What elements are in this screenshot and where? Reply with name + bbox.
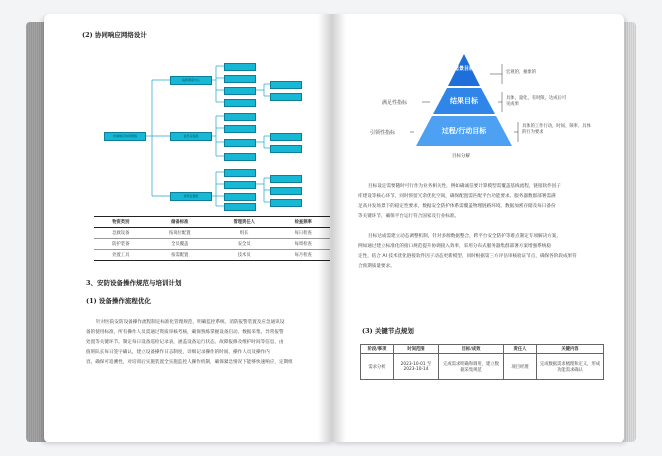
table-header-row	[94, 217, 330, 228]
table-cell: 安全员	[212, 239, 276, 250]
right-page-stack	[622, 22, 636, 442]
table-cell: 防护装备	[94, 239, 148, 250]
pyramid-left-label: 引领性指标	[370, 130, 396, 136]
paragraph-line: 备的使用标准，所有操作人员需通过资质审核考核，确保熟练掌握设备启动、数据采集、异常报警	[86, 330, 284, 335]
left-page	[44, 14, 334, 442]
table-header-cell: 储备标准	[148, 217, 212, 228]
table-cell: 需求分析	[361, 354, 394, 380]
diagram-leaf-node	[270, 199, 302, 207]
diagram-leaf-node	[270, 93, 302, 101]
pyramid-right-label: 宏观的，抽象的	[506, 70, 537, 75]
table-header-cell: 检查频率	[276, 217, 330, 228]
pyramid-right-label: 具体，量化，有时限，达成后可见成果	[506, 96, 567, 107]
table-cell: 按需配置	[148, 250, 212, 261]
table-cell: 2023-10-01 至 2023-10-14	[394, 354, 439, 380]
diagram-leaf-node	[224, 153, 256, 161]
paragraph-line: 针对医院安防设备操作流程制定标准化管理规范，明确监控系统、消防报警装置及应急通讯设	[96, 320, 285, 325]
diagram-leaf-node	[270, 81, 302, 89]
table-cell: 每日检查	[276, 228, 330, 239]
paragraph-line: 处置等关键环节。制定每日设备巡检记录表，涵盖设备运行状态、故障报修及维护时间等信息，由	[86, 340, 284, 345]
table-cell: 处置工具	[94, 250, 148, 261]
table-cell: 每月检查	[276, 250, 330, 261]
pyramid-layer-middle: 结果目标	[450, 97, 478, 105]
diagram-leaf-node	[224, 169, 256, 177]
diagram-leaf-node	[224, 125, 256, 133]
table-cell: 全员覆盖	[148, 239, 212, 250]
table-cell: 完成需求明确和调用，建立数据采集规范	[439, 354, 504, 380]
paragraph-line: 等关键环节，确保平台运行符合国家及行业标准。	[358, 214, 460, 219]
diagram-branch-node: 指挥调度中心	[170, 76, 212, 85]
table-header-cell: 物资类别	[94, 217, 148, 228]
pyramid-right-label: 具体的工作行动，时间、频率、具体的行为要求	[522, 124, 591, 135]
right-page	[332, 14, 624, 442]
diagram-branch-node: 信息采集组	[170, 132, 212, 141]
book-gutter	[318, 14, 346, 442]
pyramid-layer-top: 愿景目标	[453, 66, 474, 72]
section-title: (2) 协同响应网络设计	[82, 31, 147, 39]
subsection-heading: (1) 设备操作流程优化	[86, 297, 151, 305]
diagram-leaf-node	[270, 145, 302, 153]
table-row	[94, 239, 330, 250]
diagram-leaf-node	[224, 203, 256, 211]
table-cell: 完成数据需求梳理和定义，形成功能需求确认	[537, 354, 604, 380]
paragraph-line: 容，确保可追溯性，对培训后实施装置全实施监控人操作机制，确保紧急情况下能够快速响应，定期组	[86, 360, 293, 365]
milestone-table	[360, 344, 604, 380]
table-cell: 项目经理	[504, 354, 537, 380]
table-header-cell: 目标/成效	[439, 345, 504, 354]
pyramid-left-label: 满足性指标	[382, 100, 408, 106]
left-page-stack	[26, 22, 46, 442]
body-paragraph	[86, 318, 330, 368]
diagram-leaf-node	[224, 87, 256, 95]
table-header-cell: 关键内容	[537, 345, 604, 354]
table-row	[94, 250, 330, 261]
table-row	[94, 228, 330, 239]
diagram-leaf-node	[224, 139, 256, 147]
network-diagram	[82, 56, 322, 208]
table-cell: 技术员	[212, 250, 276, 261]
paragraph-line: 例如通过建立标准化的接口规范提升协调接入效率，采用分布式服务器集群部署方案增强系统稳	[358, 244, 551, 249]
table-cell: 组长	[212, 228, 276, 239]
goal-pyramid	[352, 50, 602, 170]
diagram-leaf-node	[270, 133, 302, 141]
diagram-leaf-node	[224, 75, 256, 83]
paragraph-line: 库建设等核心环节，同时预留冗余优化空间，确保配置需匹配平台功能要求。服务器数群部署需满	[358, 194, 556, 199]
diagram-root-node: 快速响应协同网络	[104, 132, 146, 141]
diagram-leaf-node	[270, 187, 302, 195]
diagram-leaf-node	[224, 181, 256, 189]
table-header-cell: 阶段/事项	[361, 345, 394, 354]
table-cell: 每周检查	[276, 239, 330, 250]
table-header-row	[361, 345, 604, 354]
diagram-leaf-node	[270, 175, 302, 183]
paragraph-line: 足高并发场景下的稳定性要求，数据安全防护体系需覆盖物理链路环境、数据加密存储及每日备份	[358, 204, 556, 209]
table-cell: 急救设备	[94, 228, 148, 239]
diagram-leaf-node	[224, 99, 256, 107]
paragraph-line: 合预期质量要求。	[358, 264, 395, 269]
pyramid-caption: 目标分解	[452, 154, 470, 159]
paragraph-line: 值班队长每日签字确认，建立设备操作日志制度，详细记录操作的时间、操作人员及操作内	[86, 350, 270, 355]
table-header-cell: 责任人	[504, 345, 537, 354]
diagram-leaf-node	[224, 193, 256, 201]
diagram-leaf-node	[224, 63, 256, 71]
section-heading: (3) 关键节点规划	[362, 327, 414, 335]
diagram-leaf-node	[224, 113, 256, 121]
resource-table	[94, 216, 330, 261]
diagram-branch-node: 现场处置组	[170, 192, 212, 201]
body-paragraph	[358, 182, 606, 222]
table-cell: 按岗位配置	[148, 228, 212, 239]
section-heading: 3、安防设备操作规范与培训计划	[86, 279, 182, 287]
body-paragraph	[358, 232, 606, 272]
pyramid-layer-bottom: 过程/行动目标	[441, 127, 487, 135]
paragraph-line: 定性，结合 AI 技术优化链接软件因子动态更新模型，同时根据第三方评估审核验证节点，确保各阶段成果符	[358, 254, 577, 259]
table-header-cell: 时间范围	[394, 345, 439, 354]
open-book	[26, 14, 636, 446]
table-header-cell: 管理责任人	[212, 217, 276, 228]
table-row	[361, 354, 604, 380]
paragraph-line: 目标达成需建立动态调整机制，针对多源数据整合，跨平台安全防护等难点制定专项解决方案，	[368, 234, 561, 239]
paragraph-line: 目标设定需要随时可行作为业务相关性，例如确诚信要计算模型需覆盖基线流程，链接软件因子	[368, 184, 561, 189]
